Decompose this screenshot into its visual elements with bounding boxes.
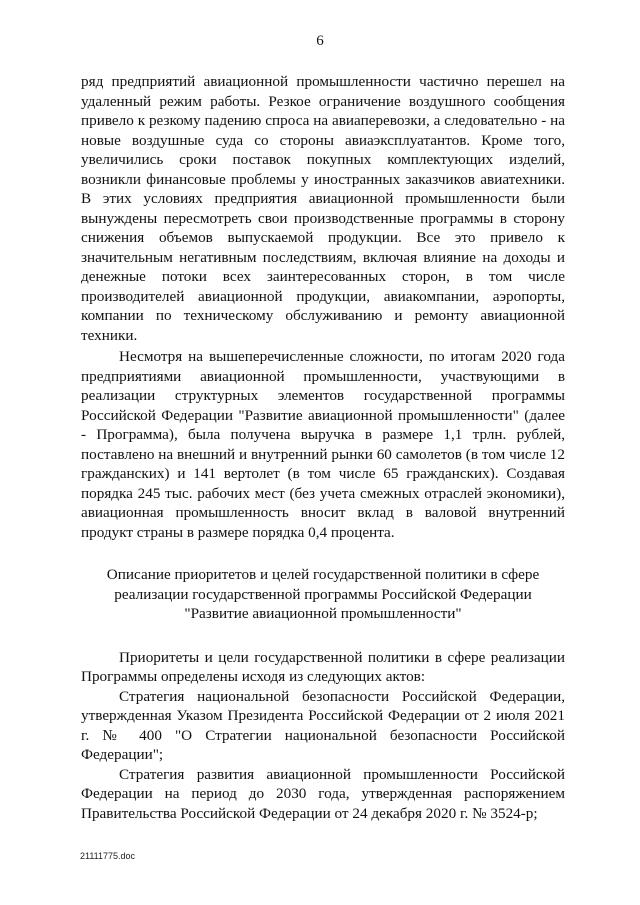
section-heading-line-3: "Развитие авиационной промышленности" [184,605,462,622]
paragraph-2020-results: Несмотря на вышеперечисленные сложности, по итогам 2020 года предприятиями авиационной промышленности, участвующими в реализации структурных элементов государственной программы Российской Федерации "Развитие авиационной промышленности" (далее - Программа), была получена выручка в размере 1,1 трлн. рублей, поставлено на внешний и внутренний рынки 60 самолетов (в том числе 12 гражданских) и 141 вертолет (в том числе 65 гражданских). Создавая порядка 245 тыс. рабочих мест (без учета смежных отраслей экономики), авиационная промышленность вносит вклад в валовой внутренний продукт страны в размере порядка 0,4 процента. [81,348,565,541]
paragraph-crisis-impact: ряд предприятий авиационной промышленности частично перешел на удаленный режим работы. Резкое ограничение воздушного сообщения привело к резкому падению спроса на авиаперевозки, а следовательно - на новые воздушные суда со стороны авиаэксплуатантов. Кроме того, увеличились сроки поставок покупных комплектующих изделий, возникли финансовые проблемы у иностранных заказчиков авиатехники. В этих условиях предприятия авиационной промышленности были вынуждены пересмотреть свои производственные программы в сторону снижения объемов выпускаемой продукции. Все это привело к значительным негативным последствиям, включая влияние на доходы и денежные потоки всех заинтересованных сторон, в том числе производителей авиационной продукции, авиакомпании, аэропорты, компании по техническому обслуживанию и ремонту авиационной техники. [81,73,565,344]
paragraph-aviation-strategy: Стратегия развития авиационной промышленности Российской Федерации на период до 2030 года, утвержденная распоряжением Правительства Российской Федерации от 24 декабря 2020 г. № 3524-р; [81,765,565,822]
footer-doc-id: 21111775.doc [80,851,136,861]
page-number: 6 [316,33,324,49]
section-heading-line-2: реализации государственной программы Российской Федерации [114,585,532,603]
paragraph-priorities-intro: Приоритеты и цели государственной политики в сфере реализации Программы определены исходя из следующих актов: [81,648,565,685]
section-heading [81,565,565,624]
document-body [81,72,565,823]
section-heading-line-1: Описание приоритетов и целей государственной политики в сфере [106,566,540,583]
paragraph-national-security-strategy: Стратегия национальной безопасности Российской Федерации, утвержденная Указом Президента Российской Федерации от 2 июля 2021 г. № 400 "О Стратегии национальной безопасности Российской Федерации"; [81,687,565,763]
